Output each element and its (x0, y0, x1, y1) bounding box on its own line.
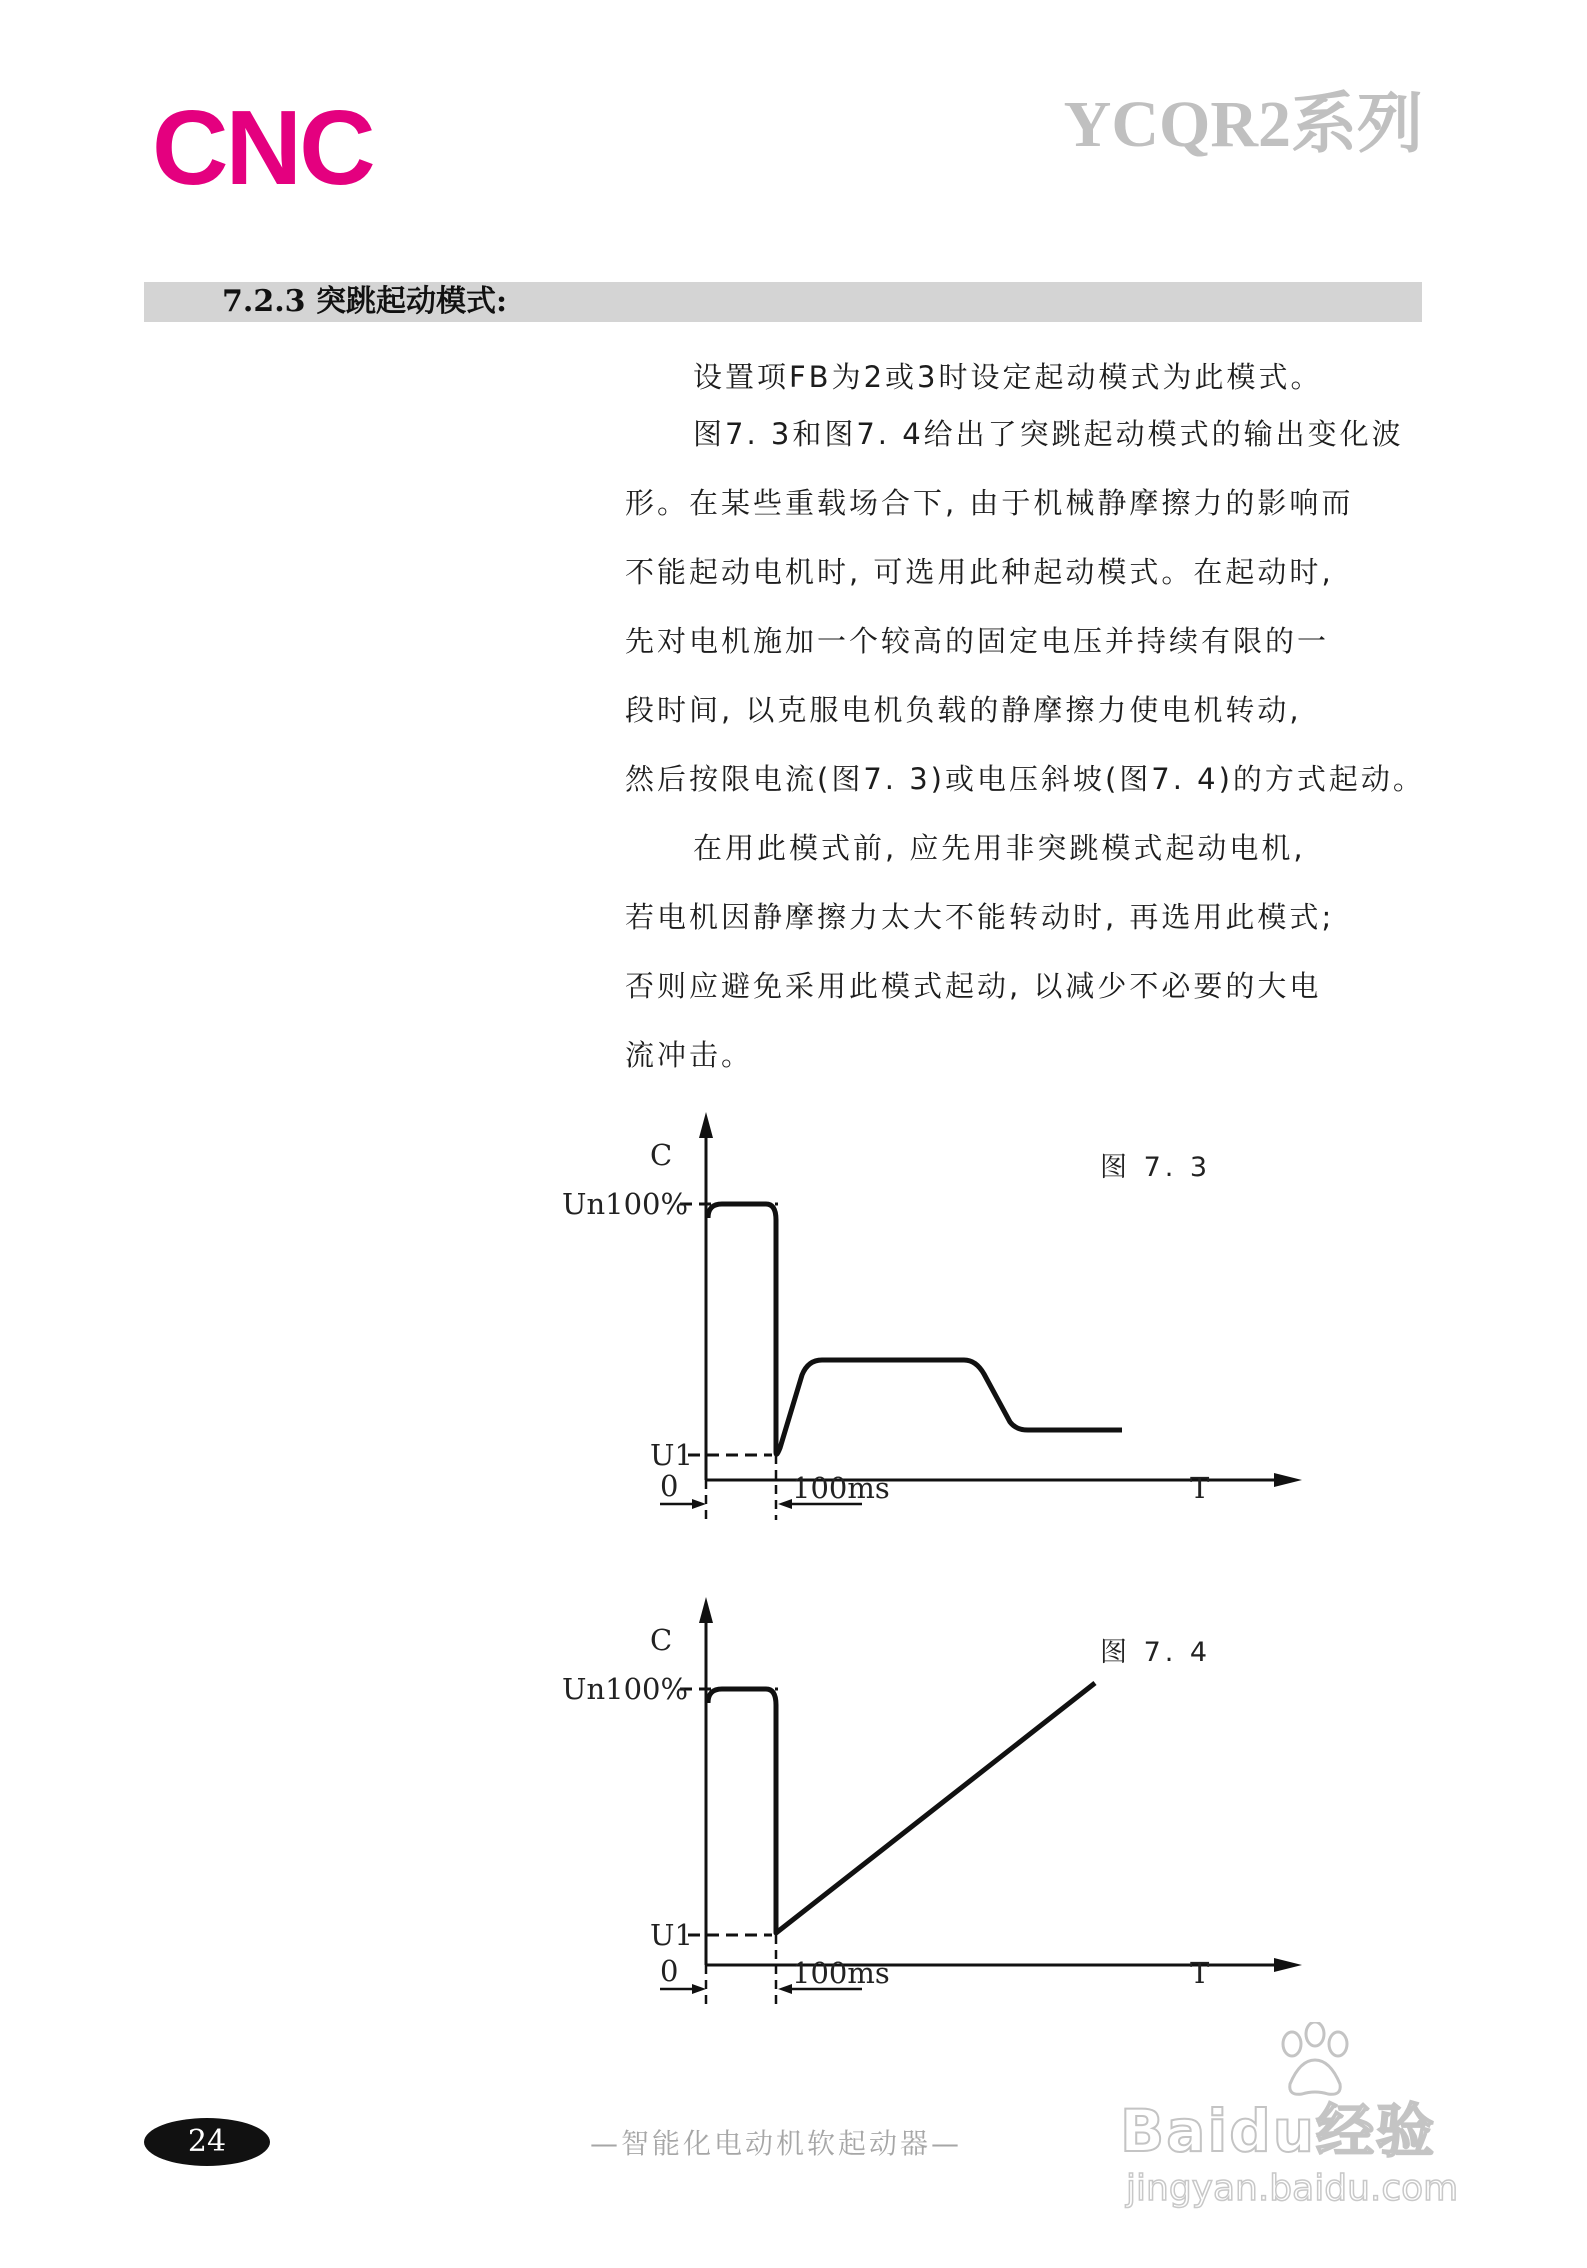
section-heading-bar (144, 282, 1422, 322)
figure-7-3-kick-start-current-limit (540, 1110, 1320, 1540)
body-line: 设置项FB为2或3时设定起动模式为此模式。 (693, 360, 1323, 394)
watermark-brand: Baidu经验 (1120, 2097, 1437, 2165)
un-label: Un100% (562, 1672, 689, 1706)
body-line: 形。在某些重载场合下, 由于机械静摩擦力的影响而 (625, 486, 1354, 520)
body-line: 流冲击。 (625, 1038, 754, 1072)
figure-caption: 图 7. 4 (1100, 1637, 1212, 1668)
body-line: 在用此模式前, 应先用非突跳模式起动电机, (693, 831, 1306, 865)
watermark-url: jingyan.baidu.com (1126, 2168, 1459, 2209)
origin-label: 0 (660, 1954, 679, 1988)
y-axis-label: C (650, 1138, 673, 1172)
page-number: 24 (144, 2118, 270, 2166)
output-waveform (708, 1204, 1122, 1454)
figure-caption: 图 7. 3 (1100, 1152, 1212, 1183)
body-line: 段时间, 以克服电机负载的静摩擦力使电机转动, (625, 693, 1302, 727)
body-line: 否则应避免采用此模式起动, 以减少不必要的大电 (625, 969, 1322, 1003)
output-waveform (708, 1683, 1095, 1933)
body-line: 不能起动电机时, 可选用此种起动模式。在起动时, (625, 555, 1334, 589)
y-axis (699, 1597, 713, 1965)
footer-title: —智能化电动机软起动器— (590, 2127, 963, 2160)
series-title: YCQR2系列 (1063, 88, 1423, 161)
x-axis-label: T (1190, 1471, 1210, 1505)
y-axis (699, 1112, 713, 1480)
x-axis-label: T (1190, 1956, 1210, 1990)
origin-label: 0 (660, 1469, 679, 1503)
figure-7-4-kick-start-voltage-ramp (540, 1595, 1320, 2025)
y-axis-label: C (650, 1623, 673, 1657)
paragraph-waveform-description (625, 400, 1455, 814)
un-label: Un100% (562, 1187, 689, 1221)
paragraph-usage-advice (625, 814, 1455, 1090)
body-line: 然后按限电流(图7. 3)或电压斜坡(图7. 4)的方式起动。 (625, 762, 1425, 796)
body-line: 图7. 3和图7. 4给出了突跳起动模式的输出变化波 (693, 417, 1404, 451)
baidu-watermark (1120, 2022, 1520, 2222)
section-title: 7.2.3 突跳起动模式: (222, 284, 508, 319)
body-line: 若电机因静摩擦力太大不能转动时, 再选用此模式; (625, 900, 1335, 934)
cnc-logo: CNC (152, 89, 373, 207)
u1-label: U1 (650, 1918, 693, 1952)
body-line: 先对电机施加一个较高的固定电压并持续有限的一 (625, 624, 1330, 658)
u1-label: U1 (650, 1438, 693, 1472)
kick-duration-label: 100ms (792, 1471, 890, 1505)
kick-duration-label: 100ms (792, 1956, 890, 1990)
